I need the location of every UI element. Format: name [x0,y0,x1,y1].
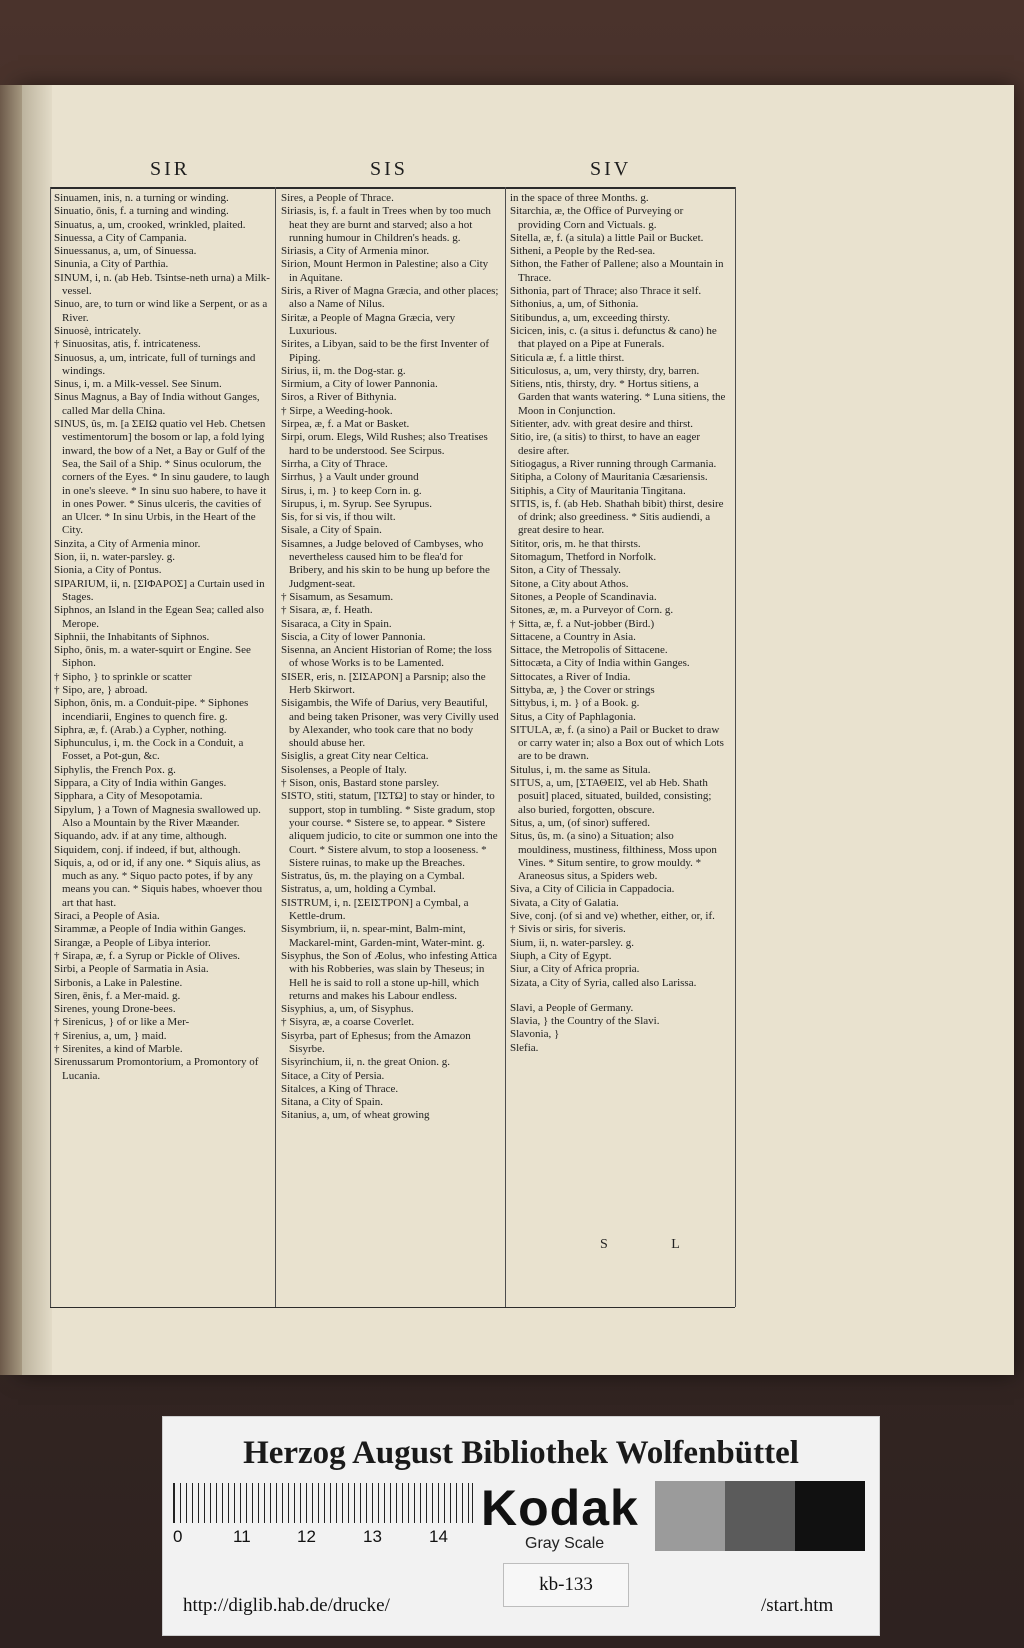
dictionary-entry: Siris, a River of Magna Græcia, and other places; also a Name of Nilus. [281,285,499,311]
dictionary-entry: Sitana, a City of Spain. [281,1096,384,1109]
dictionary-entry: Sirpea, æ, f. a Mat or Basket. [281,418,410,431]
dictionary-entry: Sinunia, a City of Parthia. [54,258,169,271]
dictionary-entry: Siphnos, an Island in the Egean Sea; called also Merope. [54,604,264,630]
dictionary-entry: † Sirenius, a, um, } maid. [54,1029,167,1042]
dictionary-entry: Situs, a City of Paphlagonia. [510,710,636,723]
dictionary-entry: † Sisara, æ, f. Heath. [281,604,373,617]
dictionary-entry: Sinuamen, inis, n. a turning or winding. [54,192,229,204]
dictionary-entry: SITUS, a, um, [ΣΤΑΘΕΙΣ, vel ab Heb. Shath posuit] placed, situated, builded, consisting; also buried, forgotten, obscure. [510,777,712,816]
gray-swatch-light [655,1481,725,1551]
dictionary-entry: Siren, ēnis, f. a Mer-maid. g. [54,989,181,1002]
ruler-label: 0 [173,1527,183,1546]
dictionary-entry: Siquis, a, od or id, if any one. * Siquis alius, as much as any. * Siquo pacto potes, if by any means you can. * Siquis habes, whoever thou art that hast. [54,856,263,909]
ruler-label: 14 [429,1527,448,1546]
dictionary-entry: Sisyphus, the Son of Æolus, who infesting Attica with his Robberies, was slain by Theseus; in Hell he is said to roll a stone up-hill, which returns and makes his Labour endless. [281,949,498,1002]
running-head-middle: SIS [370,158,408,180]
dictionary-entry: Siraci, a People of Asia. [54,910,160,923]
gray-swatch-dark [795,1481,865,1551]
dictionary-entry: Sitibundus, a, um, exceeding thirsty. [510,311,670,324]
dictionary-entry: Sisyphius, a, um, of Sisyphus. [281,1003,414,1016]
dictionary-entry: † Sipho, } to sprinkle or scatter [54,670,192,683]
dictionary-entry: Sittybus, i, m. } of a Book. g. [510,697,640,710]
dictionary-entry: Sinuatus, a, um, crooked, wrinkled, plaited. [54,218,246,231]
dictionary-entry: Sithonius, a, um, of Sithonia. [510,298,639,311]
dictionary-entry: Sirmium, a City of lower Pannonia. [281,378,438,391]
dictionary-entry: † Sitta, æ, f. a Nut-jobber (Bird.) [510,617,655,630]
dictionary-entry: Sirbi, a People of Sarmatia in Asia. [54,963,209,976]
dictionary-entry: Sittacene, a Country in Asia. [510,630,636,643]
dictionary-entry: SISER, eris, n. [ΣΙΣΑΡΟΝ] a Parsnip; also the Herb Skirwort. [281,670,486,696]
dictionary-entry: † Sinuositas, atis, f. intricateness. [54,338,201,351]
dictionary-entry: Sitiens, ntis, thirsty, dry. * Hortus sitiens, a Garden that wants watering. * Luna sitiens, the Moon in Conjunction. [510,378,726,417]
dictionary-entry: Sirupus, i, m. Syrup. See Syrupus. [281,497,432,510]
dictionary-entry: Siquando, adv. if at any time, although. [54,830,227,843]
dictionary-entry: Sittace, the Metropolis of Sittacene. [510,644,668,657]
url-right: /start.htm [761,1595,834,1616]
dictionary-entry: Siphnii, the Inhabitants of Siphnos. [54,630,210,643]
dictionary-entry: Sittocates, a River of India. [510,670,631,683]
dictionary-entry: Siphon, ōnis, m. a Conduit-pipe. * Siphones incendiarii, Engines to quench fire. g. [54,697,249,723]
column-rule-1 [275,187,276,1307]
column-rule-right [735,187,736,1307]
dictionary-entry: Siphunculus, i, m. the Cock in a Conduit, a Fosset, a Pot-gun, &c. [54,737,244,763]
dictionary-entry: Sinuatio, ōnis, f. a turning and winding. [54,205,229,218]
dictionary-entry: Siriasis, a City of Armenia minor. [281,245,430,258]
dictionary-entry: SISTRUM, i, n. [ΣΕΙΣΤΡΟΝ] a Cymbal, a Kettle-drum. [281,896,469,923]
section-letters: S L [600,1237,710,1252]
dictionary-entry: Sinuessa, a City of Campania. [54,231,187,244]
dictionary-entry: Siros, a River of Bithynia. [281,391,397,404]
scale-ruler [173,1483,473,1523]
dictionary-entry: Sirion, Mount Hermon in Palestine; also a City in Aquitane. [281,258,489,284]
dictionary-entry: Sirus, i, m. } to keep Corn in. g. [281,484,422,497]
dictionary-entry: † Sirapa, æ, f. a Syrup or Pickle of Olives. [54,949,241,962]
dictionary-column-1 [54,192,272,1302]
dictionary-entry: Sisyrinchium, ii, n. the great Onion. g. [281,1056,450,1069]
dictionary-entry: Sicicen, inis, c. (a situs i. defunctus & cano) he that played on a Pipe at Funerals. [510,324,717,351]
dictionary-entry: Slavia, } the Country of the Slavi. [510,1015,660,1028]
code-box [503,1563,629,1607]
dictionary-entry: Sisamnes, a Judge beloved of Cambyses, who nevertheless caused him to be flea'd for Bribery, and his skin to be hung up before the Judgment-seat. [281,537,490,590]
dictionary-entry: Siton, a City of Thessaly. [510,564,621,577]
dictionary-entry: Sisale, a City of Spain. [281,524,382,537]
dictionary-entry: Siva, a City of Cilicia in Cappadocia. [510,883,675,896]
dictionary-entry: † Sirpe, a Weeding-hook. [281,404,393,417]
dictionary-entry: Situlus, i, m. the same as Situla. [510,763,651,776]
dictionary-entry: Siriasis, is, f. a fault in Trees when by too much heat they are burnt and starved; also a hot running humour in Children's heads. g. [281,205,491,244]
dictionary-entry: Sitipha, a Colony of Mauritania Cæsariensis. [510,471,708,484]
dictionary-entry: Sistratus, a, um, holding a Cymbal. [281,883,436,896]
dictionary-entry: Siur, a City of Africa propria. [510,963,640,976]
dictionary-entry: Sitones, æ, m. a Purveyor of Corn. g. [510,604,674,617]
url-left: http://diglib.hab.de/drucke/ [183,1595,390,1616]
dictionary-entry: Sisigambis, the Wife of Darius, very Beautiful, and being taken Prisoner, was very Civilly used by Alexander, who took care that no body should abuse her. [281,697,499,750]
kodak-logo: Kodak [481,1480,639,1536]
dictionary-entry: SISTO, stiti, statum, [ΊΣΤΩ] to stay or hinder, to support, stop in tumbling. * Siste gradum, stop your course. * Sistere se, to appear. * Sistere aliquem judicio, to cite or summon one into the Court. * Sistere alvum, to stop a looseness. * Sistere ruinas, to make up the Breaches. [281,790,498,869]
gray-swatch-mid [725,1481,795,1551]
dictionary-entry: Sive, conj. (of si and ve) whether, either, or, if. [510,910,715,923]
dictionary-entry: Sitheni, a People by the Red-sea. [510,245,656,258]
dictionary-entry: Sinuo, are, to turn or wind like a Serpent, or as a River. [54,298,268,324]
dictionary-entry: Sisyrba, part of Ephesus; from the Amazon Sisyrbe. [281,1029,471,1055]
page-header [55,158,735,186]
dictionary-entry: Sizata, a City of Syria, called also Larissa. [510,976,697,989]
dictionary-entry: SINUM, i, n. (ab Heb. Tsintse-neth urna) a Milk-vessel. [54,271,270,298]
dictionary-entry: Situs, a, um, (of sinor) suffered. [510,816,651,829]
dictionary-entry: Siticulosus, a, um, very thirsty, dry, barren. [510,364,700,377]
dictionary-entry: Sirammæ, a People of India within Ganges. [54,923,246,936]
dictionary-entry: Sirpi, orum. Elegs, Wild Rushes; also Treatises hard to be understood. See Scirpus. [281,431,488,457]
library-name: Herzog August Bibliothek Wolfenbüttel [243,1435,799,1471]
dictionary-entry: Slefia. [510,1041,539,1054]
dictionary-entry: Sirrhus, } a Vault under ground [281,471,419,484]
dictionary-entry: Siritæ, a People of Magna Græcia, very Luxurious. [281,311,456,337]
dictionary-entry: Sirangæ, a People of Libya interior. [54,936,211,949]
dictionary-entry: † Sirenites, a kind of Marble. [54,1043,183,1055]
dictionary-entry: Sis, for si vis, if thou wilt. [281,511,396,524]
dictionary-entry: Sitanius, a, um, of wheat growing [281,1109,430,1122]
dictionary-entry: Sisiglis, a great City near Celtica. [281,750,429,763]
dictionary-entry: Sithon, the Father of Pallene; also a Mountain in Thrace. [510,258,724,284]
dictionary-entry: SITULA, æ, f. (a sino) a Pail or Bucket to draw or carry water in; also a Box out of which Lots are to be drawn. [510,723,724,763]
dictionary-entry: † Sison, onis, Bastard stone parsley. [281,777,440,790]
dictionary-entry: Siphra, æ, f. (Arab.) a Cypher, nothing. [54,723,227,736]
dictionary-entry: † Sisamum, as Sesamum. [281,590,394,603]
dictionary-entry: Siscia, a City of lower Pannonia. [281,630,426,643]
dictionary-entry: Sitones, a People of Scandinavia. [510,590,657,603]
dictionary-entry: Sittocæta, a City of India within Ganges. [510,657,690,670]
dictionary-entry: † Sirenicus, } of or like a Mer- [54,1016,190,1029]
running-head-left: SIR [150,158,191,180]
dictionary-entry: Sirenes, young Drone-bees. [54,1003,176,1016]
dictionary-entry: Sinus, i, m. a Milk-vessel. See Sinum. [54,378,222,391]
dictionary-entry: Sinzita, a City of Armenia minor. [54,537,201,550]
dictionary-entry: Situs, ûs, m. (a sino) a Situation; also mouldiness, mustiness, filthiness, Moss upon Vines. * Situm sentire, to grow mouldy. * Araneosus situs, a Spiders web. [510,830,717,883]
dictionary-entry: Sipylum, } a Town of Magnesia swallowed up. Also a Mountain by the River Mæander. [54,803,261,829]
dictionary-entry: SIPARIUM, ii, n. [ΣΙΦΑΡΟΣ] a Curtain used in Stages. [54,577,265,603]
dictionary-entry: Sisymbrium, ii, n. spear-mint, Balm-mint, Mackarel-mint, Garden-mint, Water-mint. g. [281,923,485,949]
gray-scale-label: Gray Scale [525,1535,605,1552]
column-rule-left [50,187,51,1307]
dictionary-entry: Sippara, a City of India within Ganges. [54,777,227,790]
dictionary-entry: Sipphara, a City of Mesopotamia. [54,790,203,803]
dictionary-entry: Sitiphis, a City of Mauritania Tingitana. [510,484,686,497]
dictionary-entry: Siuph, a City of Egypt. [510,949,612,962]
dictionary-entry: Slavi, a People of Germany. [510,1001,634,1014]
dictionary-entry: Sitella, æ, f. (a situla) a little Pail or Bucket. [510,231,704,244]
dictionary-entry: Sirius, ii, m. the Dog-star. g. [281,364,406,377]
dictionary-entry: Sitienter, adv. with great desire and thirst. [510,418,694,431]
dictionary-entry: † Sipo, are, } abroad. [54,683,148,696]
running-head-right: SIV [590,158,632,180]
card-code: kb-133 [539,1574,593,1595]
dictionary-entry: Sionia, a City of Pontus. [54,564,162,577]
ruler-label: 11 [233,1527,251,1546]
dictionary-entry: Sitarchia, æ, the Office of Purveying or providing Corn and Victuals. g. [510,205,684,231]
dictionary-entry [510,990,728,1002]
dictionary-entry: Sisolenses, a People of Italy. [281,763,407,776]
dictionary-entry: SITIS, is, f. (ab Heb. Shathah bibit) thirst, desire of drink; also greediness. * Sitis audiendi, a great desire to hear. [510,497,724,537]
dictionary-entry: † Sisyra, æ, a coarse Coverlet. [281,1016,415,1029]
book-binding [0,85,22,1375]
dictionary-entry: Sitone, a City about Athos. [510,577,629,590]
dictionary-entry: Sipho, ōnis, m. a water-squirt or Engine. See Siphon. [54,644,251,670]
dictionary-column-2 [281,192,499,1302]
dictionary-entry: Sium, ii, n. water-parsley. g. [510,936,635,949]
dictionary-entry: Sirrha, a City of Thrace. [281,457,388,470]
dictionary-column-3 [510,192,728,1302]
ruler-label: 12 [297,1527,316,1546]
dictionary-entry: Sirenussarum Promontorium, a Promontory of Lucania. [54,1056,259,1082]
dictionary-entry: Sisenna, an Ancient Historian of Rome; the loss of whose Works is to be Lamented. [281,644,492,670]
dictionary-entry: Sinuosè, intricately. [54,324,141,337]
dictionary-entry: Sinus Magnus, a Bay of India without Ganges, called Mar della China. [54,391,260,417]
dictionary-entry: Sivata, a City of Galatia. [510,896,619,909]
dictionary-entry: Sion, ii, n. water-parsley. g. [54,551,175,564]
dictionary-entry: Sires, a People of Thrace. [281,192,394,204]
dictionary-entry: SINUS, ûs, m. [a ΣΕΙΩ quatio vel Heb. Chetsen vestimentorum] the bosom or lap, a fold lying inward, the bow of a Net, a Bay or Gulf of the Sea, the Sail of a Ship. * Sinus oculorum, the corners of the Eyes. * In sinu gaudere, to laugh in one's sleeve. * In sinu suo habere, to have it in ones Power. * Sinus ulceris, the cavities of an Ulcer. * In sinu Urbis, in the Heart of the City. [54,418,270,537]
dictionary-entry: Sitiogagus, a River running through Carmania. [510,457,717,470]
dictionary-entry: † Sivis or siris, for siveris. [510,923,626,936]
column-rule-2 [505,187,506,1307]
calibration-card [162,1416,880,1636]
dictionary-entry: Sisaraca, a City in Spain. [281,617,392,630]
header-rule [50,187,735,189]
dictionary-entry: Sinuessanus, a, um, of Sinuessa. [54,245,197,258]
footer-rule [50,1307,735,1308]
dictionary-entry: Sithonia, part of Thrace; also Thrace it self. [510,285,702,298]
dictionary-entry: Sitio, ire, (a sitis) to thirst, to have an eager desire after. [510,431,701,457]
dictionary-entry: Sitace, a City of Persia. [281,1069,385,1082]
dictionary-entry: Sititor, oris, m. he that thirsts. [510,537,641,550]
dictionary-entry: Sirbonis, a Lake in Palestine. [54,976,183,989]
dictionary-entry: Sitalces, a King of Thrace. [281,1082,399,1095]
dictionary-entry: Siquidem, conj. if indeed, if but, although. [54,843,241,856]
ruler-labels [173,1527,471,1551]
dictionary-entry: Sistratus, ûs, m. the playing on a Cymbal. [281,870,465,883]
dictionary-entry: Siphylis, the French Pox. g. [54,763,176,776]
dictionary-entry: Sirites, a Libyan, said to be the first Inventer of Piping. [281,338,490,364]
dictionary-entry: Slavonia, } [510,1028,560,1041]
dictionary-entry: in the space of three Months. g. [510,192,649,204]
dictionary-entry: Siticula æ, f. a little thirst. [510,351,625,364]
dictionary-entry: Sittyba, æ, } the Cover or strings [510,683,655,696]
ruler-label: 13 [363,1527,382,1546]
dictionary-entry: Sitomagum, Thetford in Norfolk. [510,551,657,564]
dictionary-entry: Sinuosus, a, um, intricate, full of turnings and windings. [54,351,256,377]
